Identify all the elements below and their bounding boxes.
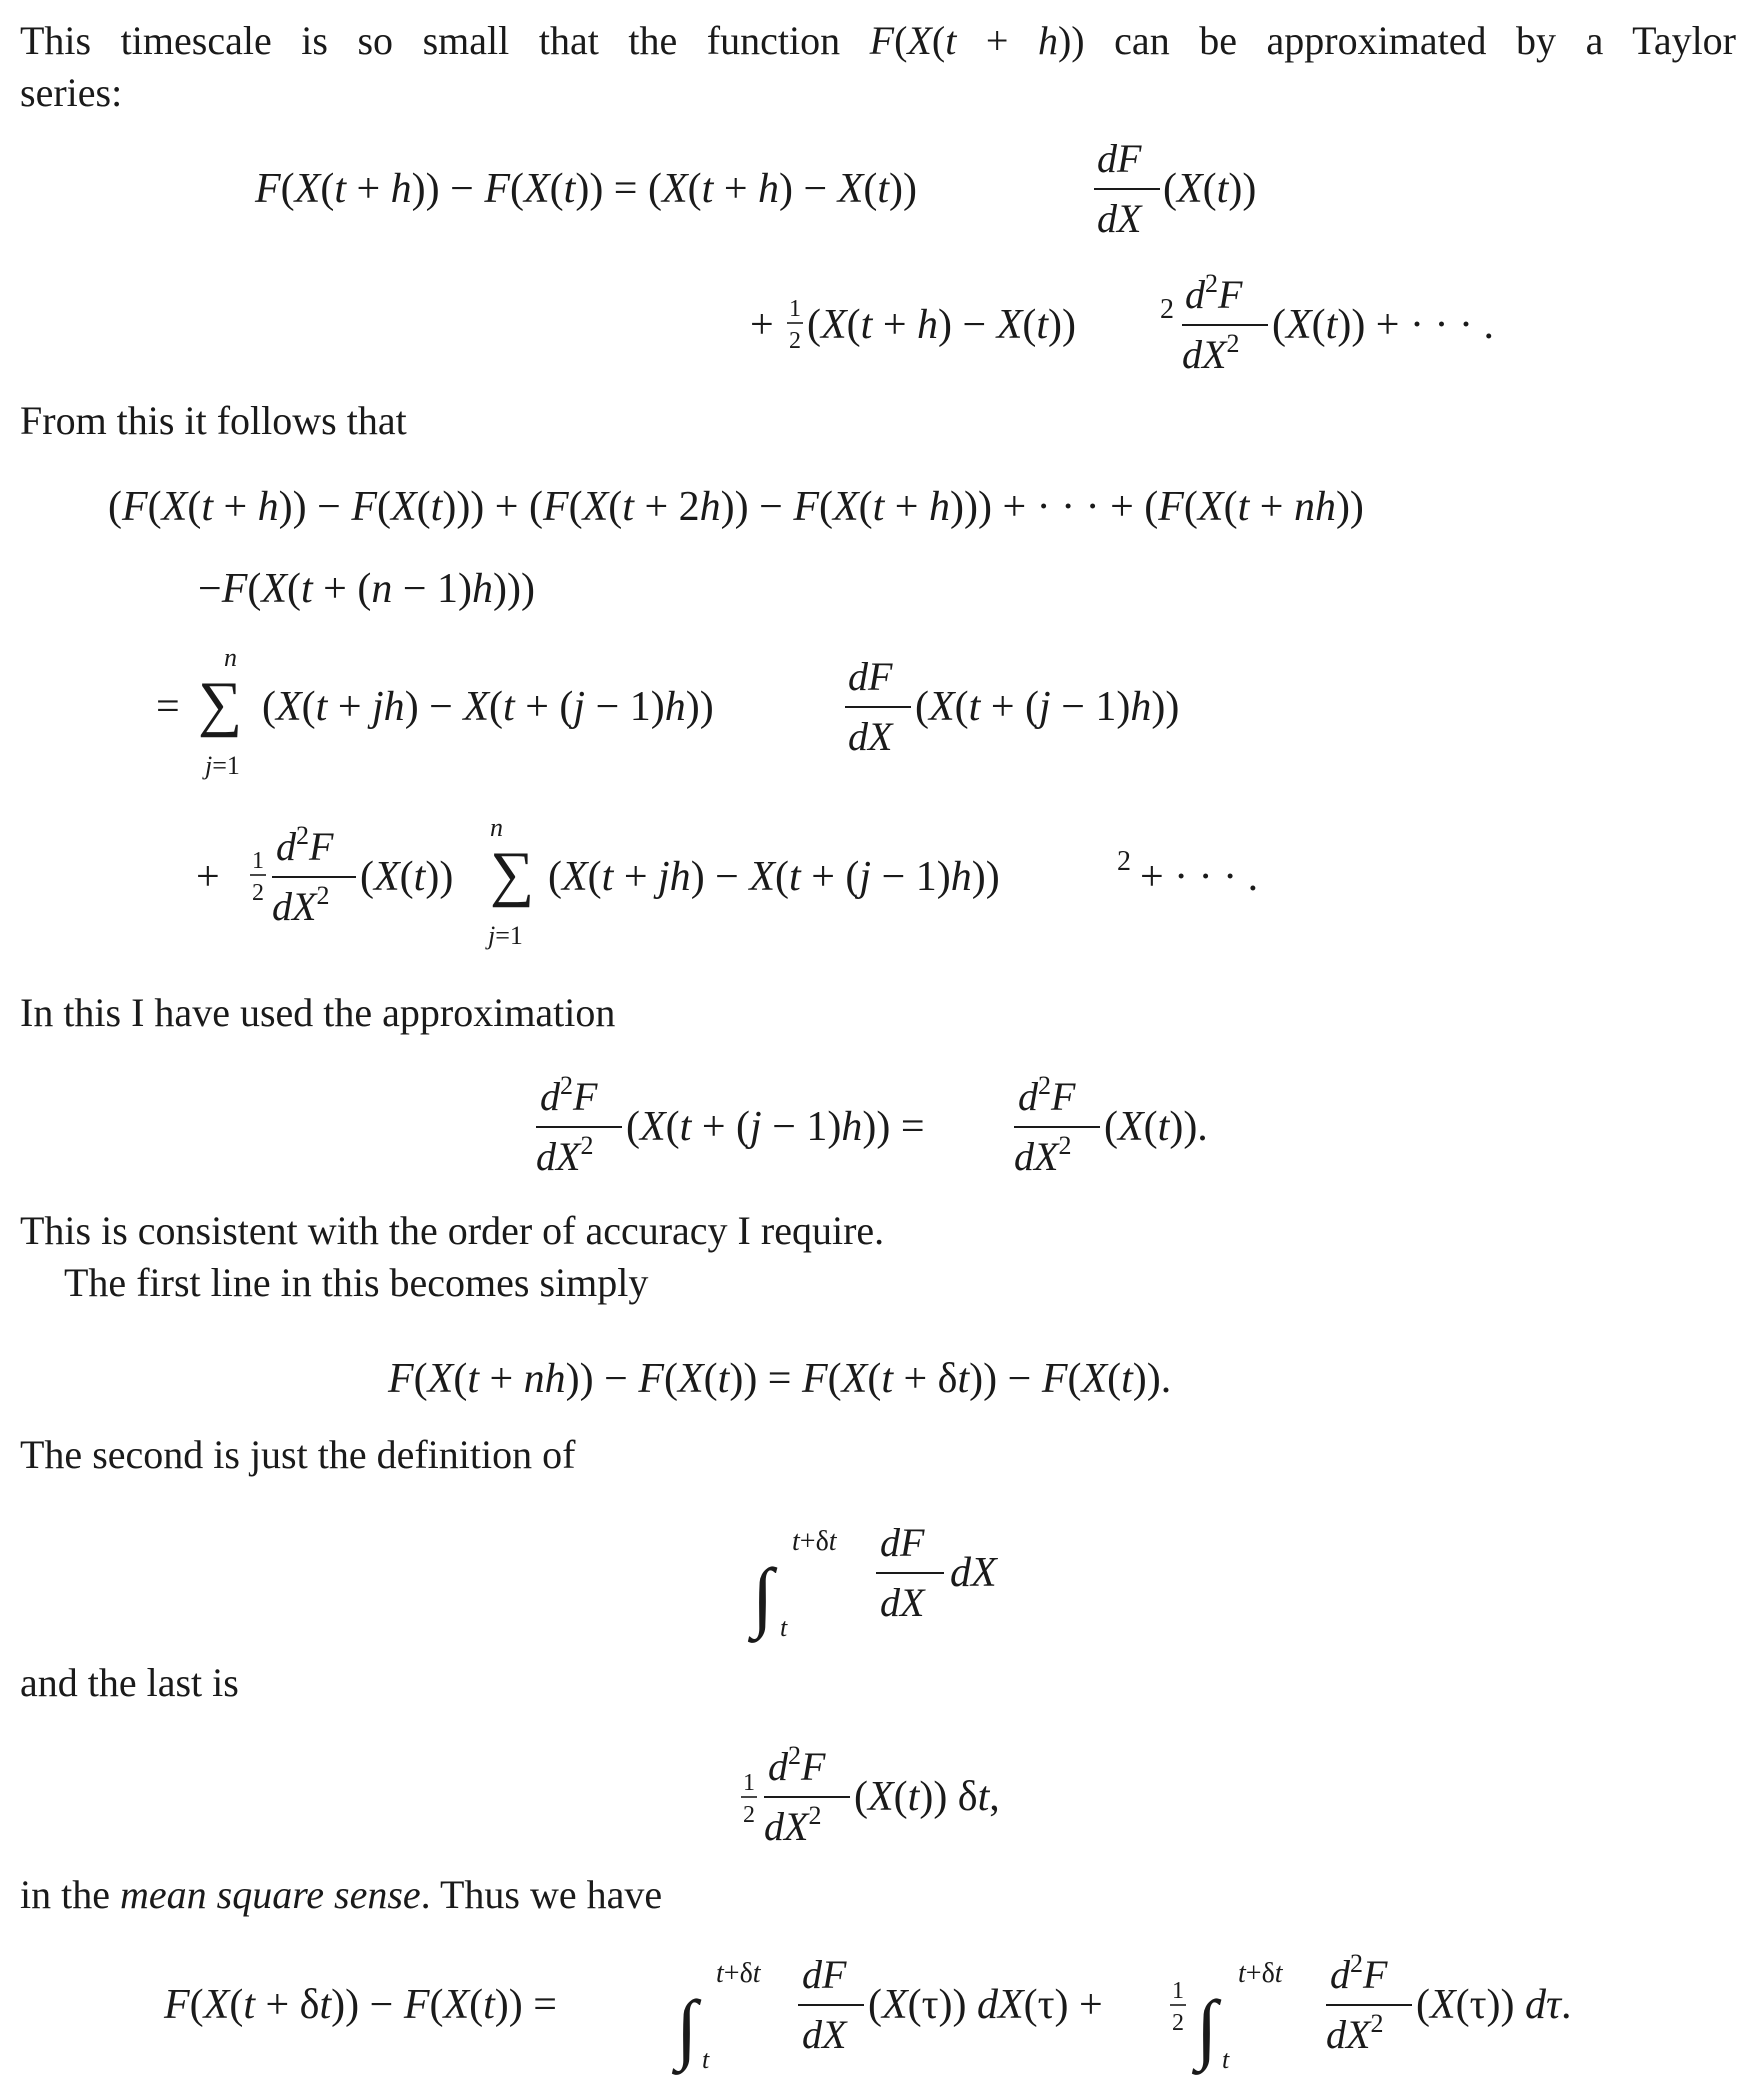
svg-text:(X(t + (j − 1)h)) =: (X(t + (j − 1)h)) = xyxy=(626,1104,925,1150)
paragraph-approximation: In this I have used the approximation xyxy=(20,990,616,1035)
svg-text:(X(t + jh) − X(t + (j − 1)h)): (X(t + jh) − X(t + (j − 1)h)) xyxy=(262,684,714,730)
svg-text:1: 1 xyxy=(789,296,801,322)
svg-text:dX2: $dX^2$ xyxy=(764,1801,822,1849)
svg-text:n: n xyxy=(490,813,503,842)
svg-text:F(X(t + δt)) − F(X(t)) =: F(X(t + δt)) − F(X(t)) = xyxy=(164,1982,557,2028)
equation-taylor-series xyxy=(0,120,1748,380)
svg-text:dF: dF xyxy=(880,1520,925,1565)
svg-text:2: 2 xyxy=(1172,2010,1184,2036)
svg-text:∫: ∫ xyxy=(676,1984,698,2071)
svg-text:t: t xyxy=(780,1613,788,1642)
paragraph-thus xyxy=(20,1870,662,1920)
svg-text:F(X(t + nh)) − F(X(t)) = F(X(t: F(X(t + nh)) − F(X(t)) = F(X(t + δt)) − F(X(t)). xyxy=(388,1356,1172,1402)
svg-text:∑: ∑ xyxy=(490,840,535,908)
svg-text:d2F: $d^2F$ xyxy=(276,821,334,869)
svg-text:(X(t)): (X(t)) xyxy=(360,854,454,900)
paragraph-taylor-intro-end: series: xyxy=(20,70,123,115)
svg-text:j=1: j=1 xyxy=(488,921,523,950)
svg-text:dX: dX xyxy=(848,714,893,759)
equation-mean-square-term xyxy=(0,1726,1748,1856)
svg-text:(X(τ)) dX(τ) +: (X(τ)) dX(τ) + xyxy=(868,1982,1103,2028)
svg-text:d2F: $d^2F$ xyxy=(1018,1071,1076,1119)
svg-text:dX: dX xyxy=(1097,196,1142,241)
svg-text:(X(t + h) − X(t)): (X(t + h) − X(t)) xyxy=(807,302,1077,348)
svg-text:dX2: $dX^2$ xyxy=(272,881,330,929)
paragraph-consistent: This is consistent with the order of accuracy I require. xyxy=(20,1208,885,1253)
svg-text:(X(t + (j − 1)h)): (X(t + (j − 1)h)) xyxy=(915,684,1180,730)
svg-text:∫: ∫ xyxy=(1196,1984,1218,2071)
paragraph-taylor-intro: This timescale is so small that the function F(X(t + h)) can be approximated by a Taylor xyxy=(20,18,1737,63)
svg-text:=: = xyxy=(156,684,180,730)
svg-text:dF: dF xyxy=(802,1952,847,1997)
svg-text:n: n xyxy=(224,643,237,672)
emphasis-mean-square-sense: mean square sense xyxy=(119,1872,421,1917)
equation-integral-definition xyxy=(0,1512,1748,1652)
svg-text:2: 2 xyxy=(743,1802,755,1828)
svg-text:∑: ∑ xyxy=(198,670,243,738)
svg-text:dX2: $dX^2$ xyxy=(536,1131,594,1179)
svg-text:(X(t)) δt,: (X(t)) δt, xyxy=(854,1774,1000,1820)
svg-text:dX2: $dX^2$ xyxy=(1326,2009,1384,2057)
svg-text:2: 2 xyxy=(789,328,801,354)
svg-text:(X(t + jh) − X(t + (j − 1)h)): (X(t + jh) − X(t + (j − 1)h)) xyxy=(548,854,1000,900)
svg-text:+: + xyxy=(196,854,220,900)
svg-text:j=1: j=1 xyxy=(205,751,240,780)
svg-text:2: 2 xyxy=(1160,294,1174,325)
svg-text:t: t xyxy=(702,2045,710,2074)
equation-ito-formula xyxy=(0,1944,1748,2084)
svg-text:1: 1 xyxy=(743,1770,755,1796)
svg-text:(F(X(t + h)) − F(X(t))) + (F(X: (F(X(t + h)) − F(X(t))) + (F(X(t + 2h)) − F(X(t + h))) + · · · + (F(X(t + nh)) xyxy=(108,484,1364,530)
svg-text:d2F: $d^2F$ xyxy=(768,1741,826,1789)
svg-text:dX: dX xyxy=(880,1580,925,1625)
paragraph-last: and the last is xyxy=(20,1660,239,1705)
svg-text:t: t xyxy=(1222,2045,1230,2074)
svg-text:F(X(t + h)) − F(X(t)) = (X(t +: F(X(t + h)) − F(X(t)) = (X(t + h) − X(t)) xyxy=(255,166,917,212)
paragraph-first-line: The first line in this becomes simply xyxy=(64,1260,649,1305)
svg-text:d2F: $d^2F$ xyxy=(540,1071,598,1119)
svg-text:dX2: $dX^2$ xyxy=(1014,1131,1072,1179)
svg-text:dX: dX xyxy=(950,1550,997,1596)
paragraph-thus-post: . Thus we have xyxy=(420,1872,663,1917)
svg-text:dX2: $dX^2$ xyxy=(1182,329,1240,377)
svg-text:d2F: $d^2F$ xyxy=(1185,269,1243,317)
svg-text:1: 1 xyxy=(1172,1978,1184,2004)
svg-text:∫: ∫ xyxy=(752,1552,774,1639)
svg-text:t+δt: t+δt xyxy=(716,1958,761,1989)
svg-text:d2F: $d^2F$ xyxy=(1330,1949,1388,1997)
paragraph-thus-pre: in the xyxy=(20,1872,120,1917)
svg-text:dF: dF xyxy=(1097,136,1142,181)
paragraph-second: The second is just the definition of xyxy=(20,1432,576,1477)
svg-text:dF: dF xyxy=(848,654,893,699)
svg-text:(X(t)).: (X(t)). xyxy=(1104,1104,1208,1150)
equation-first-line xyxy=(0,1342,1748,1412)
svg-text:+: + xyxy=(750,302,774,348)
svg-text:2: 2 xyxy=(1117,846,1131,877)
svg-text:(X(τ)) dτ.: (X(τ)) dτ. xyxy=(1416,1982,1572,2028)
svg-text:dX: dX xyxy=(802,2012,847,2057)
svg-text:(X(t)) + · · · .: (X(t)) + · · · . xyxy=(1272,302,1494,348)
svg-text:(X(t)): (X(t)) xyxy=(1163,166,1257,212)
svg-text:+ · · · .: + · · · . xyxy=(1140,854,1259,900)
svg-text:2: 2 xyxy=(252,880,264,906)
paragraph-follows: From this it follows that xyxy=(20,398,407,443)
equation-telescoping-sum xyxy=(0,470,1748,970)
equation-approximation xyxy=(0,1068,1748,1198)
svg-text:t+δt: t+δt xyxy=(792,1526,837,1557)
svg-text:t+δt: t+δt xyxy=(1238,1958,1283,1989)
svg-text:1: 1 xyxy=(252,848,264,874)
svg-text:−F(X(t + (n − 1)h))): −F(X(t + (n − 1)h))) xyxy=(198,566,536,612)
